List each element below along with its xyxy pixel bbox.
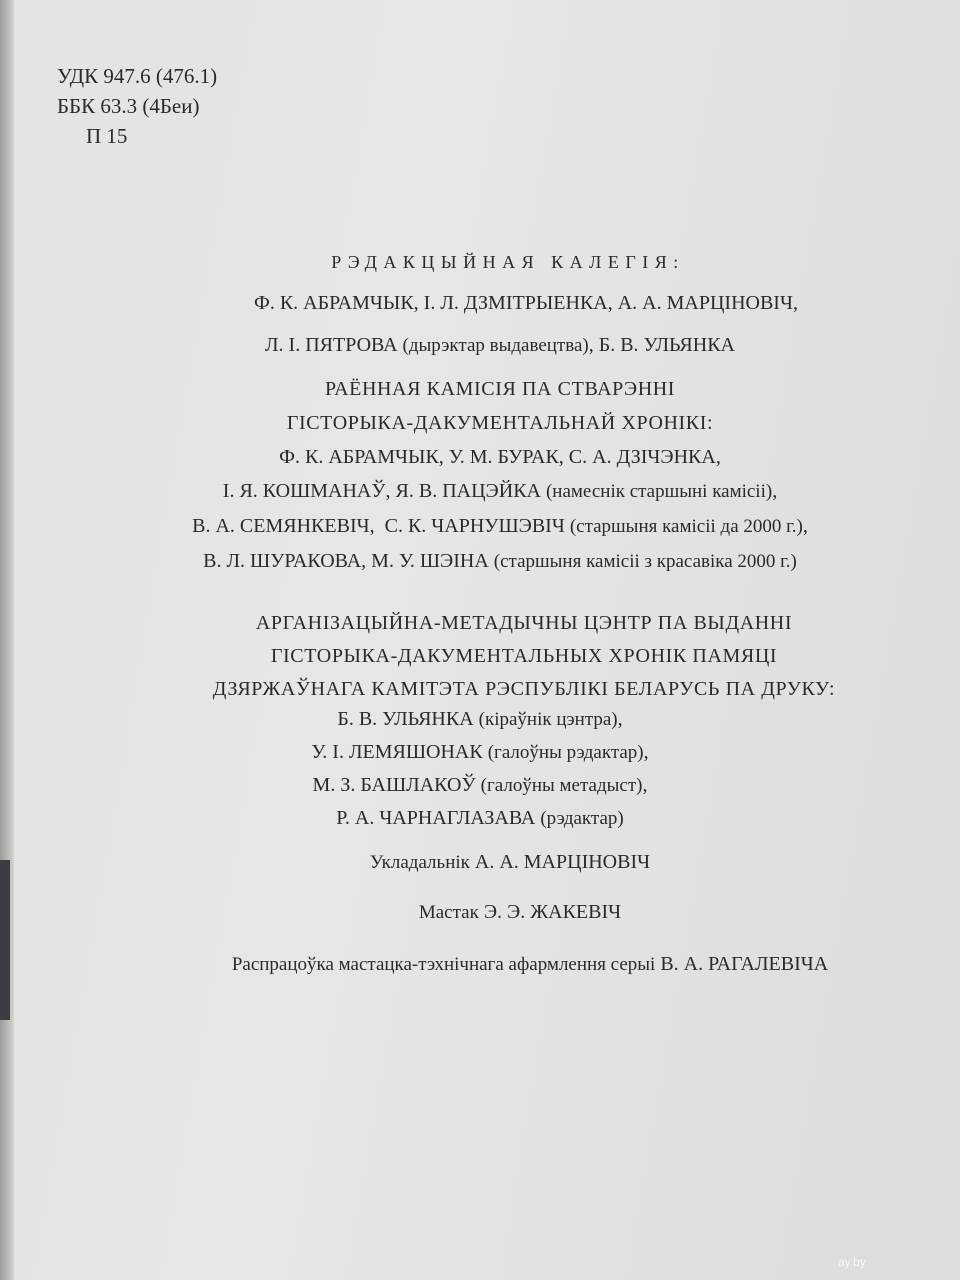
commission-title-2: ГІСТОРЫКА-ДАКУМЕНТАЛЬНАЙ ХРОНІКІ:: [286, 412, 714, 434]
center-member-name: М. З. БАШЛАКОЎ: [312, 774, 476, 796]
author-index-code: П 15: [86, 124, 128, 148]
commission-member-role: (намеснік старшыні камісіі): [545, 481, 773, 502]
classification-codes: [57, 61, 217, 151]
commission-member-role: (старшыня камісіі з красавіка 2000 г.): [493, 551, 797, 572]
commission-members: [20, 440, 960, 579]
editorial-board-name: , Б. В. УЛЬЯНКА: [588, 334, 735, 356]
center-member-end: ,: [642, 774, 648, 796]
center-member-row: [0, 736, 960, 769]
watermark: ay.by: [838, 1255, 866, 1269]
center-member-row: [0, 802, 960, 835]
editorial-board-title: РЭДАКЦЫЙНАЯ КАЛЕГІЯ:: [331, 252, 685, 272]
editorial-board-name: Л. І. ПЯТРОВА: [264, 334, 398, 356]
center-members: [0, 703, 960, 835]
editorial-board-names-2: [20, 329, 960, 362]
commission-members-line-3: [20, 509, 960, 544]
editorial-board-members-line-1: [46, 287, 960, 320]
commission-member-end: ,: [772, 480, 778, 502]
commission-members-line-4: [20, 544, 960, 579]
center-title-3: ДЗЯРЖАЎНАГА КАМІТЭТА РЭСПУБЛІКІ БЕЛАРУСЬ ПА ДРУКУ:: [212, 678, 836, 700]
editorial-board-role: (дырэктар выдавецтва): [402, 335, 589, 356]
center-member-role: (галоўны рэдактар): [487, 742, 644, 763]
center-member-role: (рэдактар): [540, 808, 624, 829]
commission-member-name: І. Я. КОШМАНАЎ, Я. В. ПАЦЭЙКА: [222, 480, 541, 502]
compiler-name: А. А. МАРЦІНОВІЧ: [474, 851, 651, 873]
commission-members-line-2: [20, 474, 960, 509]
compiler-label: Укладальнік: [369, 852, 470, 873]
editorial-board-names-1: Ф. К. АБРАМЧЫК, І. Л. ДЗМІТРЫЕНКА, А. А. МАРЦІНОВІЧ,: [254, 292, 798, 314]
artist-label: Мастак: [418, 902, 479, 923]
commission-member-name: В. Л. ШУРАКОВА, М. У. ШЭІНА: [203, 550, 489, 572]
artist-credit: [40, 896, 960, 929]
center-member-name: У. І. ЛЕМЯШОНАК: [311, 741, 483, 763]
commission-members-line-1: Ф. К. АБРАМЧЫК, У. М. БУРАК, С. А. ДЗІЧЭНКА,: [279, 446, 721, 468]
design-credit: [50, 948, 960, 981]
editorial-board-heading: [28, 246, 960, 279]
commission-title-1: РАЁННАЯ КАМІСІЯ ПА СТВАРЭННІ: [324, 378, 676, 400]
design-name: В. А. РАГАЛЕВІЧА: [660, 953, 829, 975]
center-member-name: Б. В. УЛЬЯНКА: [337, 708, 474, 730]
center-heading: [44, 607, 960, 706]
center-title-2: ГІСТОРЫКА-ДАКУМЕНТАЛЬНЫХ ХРОНІК ПАМЯЦІ: [270, 645, 778, 667]
center-member-row: [0, 769, 960, 802]
bbk-code: ББК 63.3 (4Беи): [57, 94, 200, 118]
center-member-role: (кіраўнік цэнтра): [478, 709, 618, 730]
editorial-board-members-line-2: [20, 329, 960, 362]
center-member-role: (галоўны метадыст): [480, 775, 643, 796]
commission-member-role: (старшыня камісіі да 2000 г.): [569, 516, 803, 537]
udk-code: УДК 947.6 (476.1): [57, 64, 218, 88]
center-title-1: АРГАНІЗАЦЫЙНА-МЕТАДЫЧНЫ ЦЭНТР ПА ВЫДАННІ: [255, 612, 793, 634]
binding-edge: [0, 860, 10, 1020]
center-member-row: [0, 703, 960, 736]
design-label: Распрацоўка мастацка-тэхнічнага афармлення серыі: [231, 954, 656, 975]
center-member-name: Р. А. ЧАРНАГЛАЗАВА: [336, 807, 536, 829]
center-member-end: ,: [617, 708, 623, 730]
commission-member-end: ,: [802, 515, 808, 537]
center-member-end: ,: [643, 741, 649, 763]
commission-heading: [20, 372, 960, 440]
commission-member-name: В. А. СЕМЯНКЕВІЧ, С. К. ЧАРНУШЭВІЧ: [192, 515, 565, 537]
artist-name: Э. Э. ЖАКЕВІЧ: [483, 901, 622, 923]
compiler-credit: [30, 846, 960, 879]
page-edge-shadow: [0, 0, 14, 1280]
